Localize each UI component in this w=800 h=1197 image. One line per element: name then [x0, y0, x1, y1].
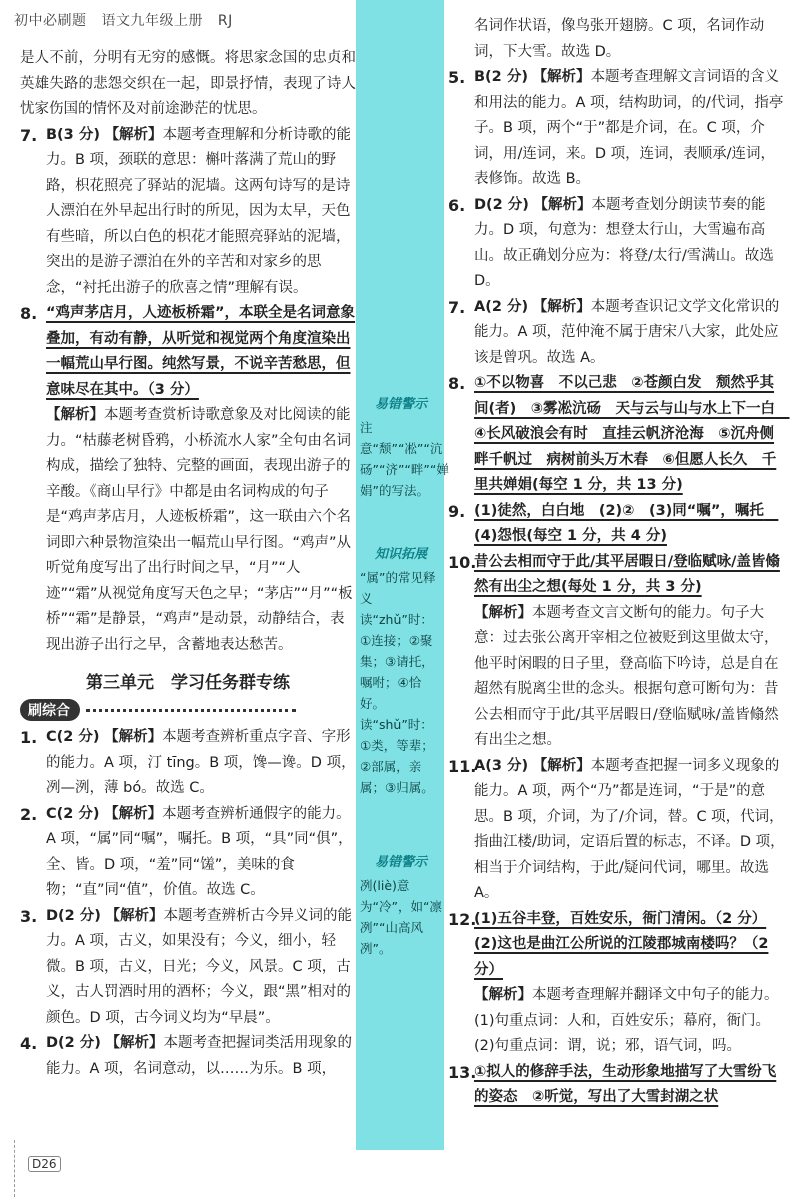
answer-item-4: 4. D(2 分) 【解析】本题考查把握词类活用现象的能力。A 项，名词意动，以……为乐。B 项， — [20, 1034, 353, 1077]
analysis-label: 【解析】 — [104, 126, 163, 143]
note-error-warning-1 — [360, 394, 449, 501]
note-tag: 易错警示 — [374, 397, 427, 412]
analysis-12: 【解析】本题考查理解并翻译文中句子的能力。(1)句重点词：人和，百姓安乐；幕府，衙门。(2)句重点词：谓，说；邪，语气词，吗。 — [474, 987, 779, 1054]
answer-item-12: 12. (1)五谷丰登，百姓安乐，衙门清闲。（2 分） (2)这也是曲江公所说的江陵郡城南楼吗？（2 分） — [448, 909, 769, 978]
answer-item-1: 1. C(2 分) 【解析】本题考查辨析重点字音、字形的能力。A 项，汀 tīng。B 项，馋—谗。D 项，冽—洌，薄 bó。故选 C。 — [20, 728, 356, 796]
note-tag: 易错警示 — [374, 855, 427, 870]
practice-badge: 刷综合 — [20, 699, 80, 721]
answer-item-3: 3. D(2 分) 【解析】本题考查辨析古今异义词的能力。A 项，古义，如果没有；今义，细小，轻微。B 项，古义，日光；今义，风景。C 项，古义，古人罚酒时用的酒杯；今义，跟“黑”相对的颜色。D 项，古今词义均为“早晨”。 — [20, 906, 353, 1026]
practice-header — [20, 699, 356, 721]
page-header — [14, 10, 243, 30]
answer-item-8r: 8. ①不以物喜 不以己悲 ②苍颜白发 颓然乎其间(者) ③雾凇沆砀 天与云与山与水上下一白 ④长风破浪会有时 直挂云帆济沧海 ⑤沉舟侧畔千帆过 病树前头万木春 ⑥但愿人长久 千里共婵娟(每空 1 分，共 13 分) — [448, 374, 790, 493]
answer-item-13: 13. ①拟人的修辞手法，生动形象地描写了大雪纷飞的姿态 ②听觉，写出了大雪封湖之状 — [448, 1062, 777, 1105]
answer: “鸡声茅店月，人迹板桥霜”，本联全是名词意象叠加，有动有静，从听觉和视觉两个角度渲染出一幅荒山早行图。纯然写景，不说辛苦愁思，但意味尽在其中。（3 分） — [46, 305, 356, 398]
note-error-warning-2 — [360, 852, 442, 959]
answer-item-11: 11. A(3 分) 【解析】本题考查把握一词多义现象的能力。A 项，两个“乃”都是连词，“于是”的意思。B 项，介词，为了/介词，替。C 项，代词，指曲江楼/助词，定语后置的标志，不译。D 项，相当于介词结构，于此/疑问代词，哪里。故选 A。 — [448, 756, 785, 901]
answer-item-6: 6. D(2 分) 【解析】本题考查划分朗读节奏的能力。D 项，句意为：想登太行山，大雪遍布高山。故正确划分应为：将登/太行/雪满山。故选 D。 — [448, 195, 774, 289]
page-number: D26 — [28, 1156, 61, 1172]
analysis-10: 【解析】本题考查文言文断句的能力。句子大意：过去张公离开宰相之位被贬到这里做太守，他平时闲暇的日子里，登高临下吟诗，总是自在超然有脱离尘世的念头。根据句意可断句为：昔公去相而守于此/其平居暇日/登临赋咏/盖皆翛然有出尘之想。 — [474, 604, 779, 748]
answer-item-8: 8. “鸡声茅店月，人迹板桥霜”，本联全是名词意象叠加，有动有静，从听觉和视觉两个角度渲染出一幅荒山早行图。纯然写景，不说辛苦愁思，但意味尽在其中。（3 分） — [20, 304, 356, 398]
edition-label: RJ — [217, 13, 233, 29]
answer: B(3 分) — [46, 126, 100, 143]
dotted-divider — [86, 709, 296, 712]
page-corner-mark — [0, 1140, 15, 1197]
answer-item-10: 10. 昔公去相而守于此/其平居暇日/登临赋咏/盖皆翛然有出尘之想(每处 1 分，共 3 分) — [448, 552, 780, 595]
note-knowledge-extension — [360, 544, 442, 798]
answer-item-2: 2. C(2 分) 【解析】本题考查辨析通假字的能力。A 项，“属”同“嘱”，嘱托。B 项，“具”同“俱”，全、皆。D 项，“羞”同“馐”，美味的食物；“直”同“值”，价值。故选 C。 — [20, 804, 353, 898]
left-column — [20, 46, 356, 1082]
note-tag: 知识拓展 — [374, 547, 427, 562]
side-notes-column — [356, 0, 449, 1150]
right-column — [448, 14, 788, 1111]
note-text: 注意“颓”“凇”“沆砀”“济”“畔”“婵娟”的写法。 — [360, 420, 449, 498]
answer-item-7r: 7. A(2 分) 【解析】本题考查识记文学文化常识的能力。A 项，范仲淹不属于唐宋八大家，此处应该是曾巩。故选 A。 — [448, 297, 780, 366]
note-text: 冽(liè)意为“冷”，如“凛冽”“山高风冽”。 — [360, 878, 442, 956]
note-text: “属”的常见释义读“zhǔ”时：①连接；②聚集；③请托，嘱咐；④恰好。读“shǔ”时：①类，等辈；②部属，亲属；③归属。 — [360, 570, 436, 795]
subject-name: 语文九年级上册 — [101, 13, 203, 29]
answer-item-5: 5. B(2 分) 【解析】本题考查理解文言词语的含义和用法的能力。A 项，结构助词，的/代词，指亭子。B 项，两个“于”都是介词，在。C 项，介词，用/连词，来。D 项，连词，表顺承/连词，表修饰。故选 B。 — [448, 68, 784, 187]
answer-item-9: 9. (1)徒然，白白地 (2)② (3)同“嘱”，嘱托 (4)怨恨(每空 1 分，共 4 分) — [448, 501, 779, 544]
book-name: 初中必刷题 — [14, 13, 87, 29]
continued-text: 名词作状语，像鸟张开翅膀。C 项，名词作动词，下大雪。故选 D。 — [474, 18, 765, 60]
analysis-text: 本题考查理解和分析诗歌的能力。B 项，颈联的意思：槲叶落满了荒山的野路，枳花照亮了驿站的泥墙。这两句诗写的是诗人漂泊在外早起出行时的所见，因为太早，天色有些暗，所以白色的枳花才能照亮驿站的泥墙，突出的是游子漂泊在外的辛苦和对家乡的思念，“衬托出游子的欣喜之情”理解有误。 — [46, 126, 352, 296]
intro-text: 是人不前，分明有无穷的感慨。将思家念国的忠贞和英雄失路的悲怨交织在一起，即景抒情，表现了诗人忧家伤国的情怀及对前途渺茫的忧思。 — [20, 50, 356, 117]
analysis-8: 【解析】本题考查赏析诗歌意象及对比阅读的能力。“枯藤老树昏鸦，小桥流水人家”全句由名词构成，描绘了独特、完整的画面，表现出游子的辛酸。《商山早行》中都是由名词构成的句子是“鸡声茅店月，人迹板桥霜”，这一联由六个名词即六种景物渲染出一幅荒山早行图。“鸡声”从听觉角度写出了出行时间之早，“月”“人迹”“霜”从视觉角度写天色之早；“茅店”“月”“板桥”“霜”是静景，“鸡声”是动景，动静结合，表现出游子出行之早，含蓄地表达愁苦。 — [46, 407, 353, 653]
answer-item-7: 7. B(3 分) 【解析】本题考查理解和分析诗歌的能力。B 项，颈联的意思：槲叶落满了荒山的野路，枳花照亮了驿站的泥墙。这两句诗写的是诗人漂泊在外早起出行时的所见，因为太早，天色有些暗，所以白色的枳花才能照亮驿站的泥墙，突出的是游子漂泊在外的辛苦和对家乡的思念，“衬托出游子的欣喜之情”理解有误。 — [20, 125, 352, 296]
section-title: 第三单元 学习任务群专练 — [86, 673, 290, 693]
